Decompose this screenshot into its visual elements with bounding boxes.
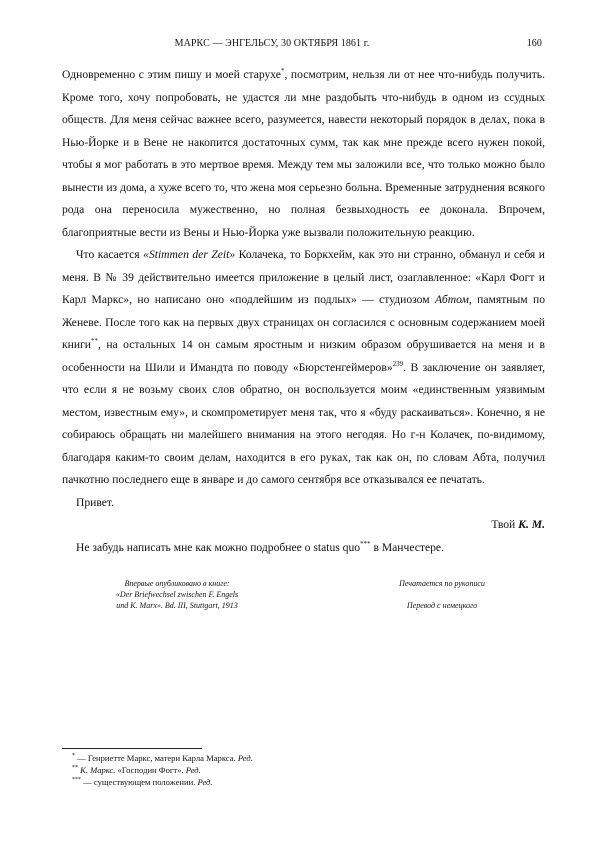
print-note-translation: Перевод с немецкого bbox=[406, 601, 478, 610]
footnote-ref-1: * bbox=[280, 67, 285, 76]
footnote bbox=[72, 764, 532, 776]
postscript-text-a: Не забудь написать мне как можно подробнее о status quo bbox=[76, 540, 361, 554]
source-note bbox=[82, 578, 272, 611]
footnote-editor-mark: Ред. bbox=[197, 777, 213, 787]
paragraph-1 bbox=[62, 64, 545, 244]
footnote-ref-2: ** bbox=[91, 337, 99, 346]
print-note bbox=[342, 578, 542, 611]
letter-body bbox=[62, 64, 545, 559]
footnote-editor-mark: Ред. bbox=[185, 765, 201, 775]
stimmen-der-zeit-title: «Stimmen der Zeit» bbox=[143, 248, 236, 261]
footnote-editor-mark: Ред. bbox=[237, 753, 253, 763]
paragraph-2-text-c: памятным по Женеве. После того как на первых двух страницах он согласился с основным содержанием моей книги bbox=[62, 293, 545, 351]
signature-initials: К. М. bbox=[518, 518, 545, 531]
signature bbox=[62, 514, 545, 537]
footnote-text: — Генриетте Маркс, матери Карла Маркса. bbox=[75, 753, 238, 763]
paragraph-2-text-b: Колачека, то Боркхейм, как это ни странно, обманул и себя и меня. В № 39 действительно имеется приложение в целый лист, озаглавленное: «Карл Фогт и Карл Маркс», но написано оно «подлейшим из подлых» — студиозом bbox=[62, 248, 545, 306]
footnotes bbox=[72, 752, 532, 788]
greeting: Привет. bbox=[76, 495, 115, 509]
paragraph-1-text-b: , посмотрим, нельзя ли от нее что-нибудь получить. Кроме того, хочу попробовать, не удастся ли мне раздобыть что-нибудь в одном из ссудных обществ. Для меня сейчас важнее всего, разумеется, навести некоторый порядок в делах, пока в Нью-Йорке и в Вене не накопится достаточных сумм, так как мне прежде всего нужен покой, чтобы я мог работать в это мертвое время. Между тем мы заложили все, что только можно было вынести из дома, а хуже всего то, что жена моя серьезно больна. Временные затруднения всякого рода она переносила мужественно, но полная безвыходность ее доконала. Впрочем, благоприятные вести из Вены и Нью-Йорка уже вызвали положительную реакцию. bbox=[62, 68, 545, 239]
paragraph-2-text-e: . В заключение он заявляет, что если я не возьму своих слов обратно, он воспользуется моим «единственным уязвимым местом, известным ему», и скомпрометирует меня так, что я «буду раскаиваться». Конечно, я не собираюсь обращать ни малейшего внимания на этого негодяя. Но г-н Колачек, по-видимому, благодаря каким-то своим делам, находится в его руках, так как он, по словам Абта, получил пачкотню последнего еще в январе и до самого сентября все отказывался ее печатать. bbox=[62, 360, 545, 486]
paragraph-1-text-a: Одновременно с этим пишу и моей старухе bbox=[62, 68, 281, 81]
postscript-text-b: в Манчестере. bbox=[370, 540, 444, 554]
publication-notes bbox=[62, 578, 542, 628]
print-note-manuscript: Печатается по рукописи bbox=[399, 579, 485, 588]
running-title: МАРКС — ЭНГЕЛЬСУ, 30 ОКТЯБРЯ 1861 г. bbox=[174, 38, 370, 49]
footnote-mark: *** bbox=[72, 777, 81, 784]
source-note-line: «Der Briefwechsel zwischen F. Engels bbox=[115, 590, 239, 599]
running-head bbox=[62, 38, 542, 52]
editorial-note-ref: 239 bbox=[392, 359, 404, 368]
footnote-mark: * bbox=[72, 753, 75, 760]
footnote-mark: ** bbox=[72, 765, 78, 772]
abt-name: Абтом, bbox=[435, 293, 472, 306]
footnote bbox=[72, 752, 532, 764]
footnote-divider bbox=[62, 748, 202, 749]
signature-prefix: Твой bbox=[491, 518, 519, 531]
footnote-author: К. Маркс. bbox=[78, 765, 116, 775]
footnote-text: «Господин Фогт». bbox=[115, 765, 186, 775]
page-number: 160 bbox=[526, 38, 542, 49]
source-note-line: Впервые опубликовано в книге: bbox=[124, 579, 230, 588]
footnote-ref-3: *** bbox=[360, 539, 371, 548]
source-note-line: und K. Marx». Bd. III, Stuttgart, 1913 bbox=[116, 601, 238, 610]
paragraph-2 bbox=[62, 244, 545, 492]
postscript bbox=[62, 537, 545, 560]
footnote-text: — существующем положении. bbox=[81, 777, 198, 787]
paragraph-2-text-a: Что касается bbox=[76, 248, 144, 261]
footnote bbox=[72, 776, 532, 788]
paragraph-2-text-d: , на остальных 14 он самым яростным и низким образом обрушивается на меня и в особенности на Шили и Имандта по поводу «Бюрстенгеймеров» bbox=[62, 338, 545, 374]
